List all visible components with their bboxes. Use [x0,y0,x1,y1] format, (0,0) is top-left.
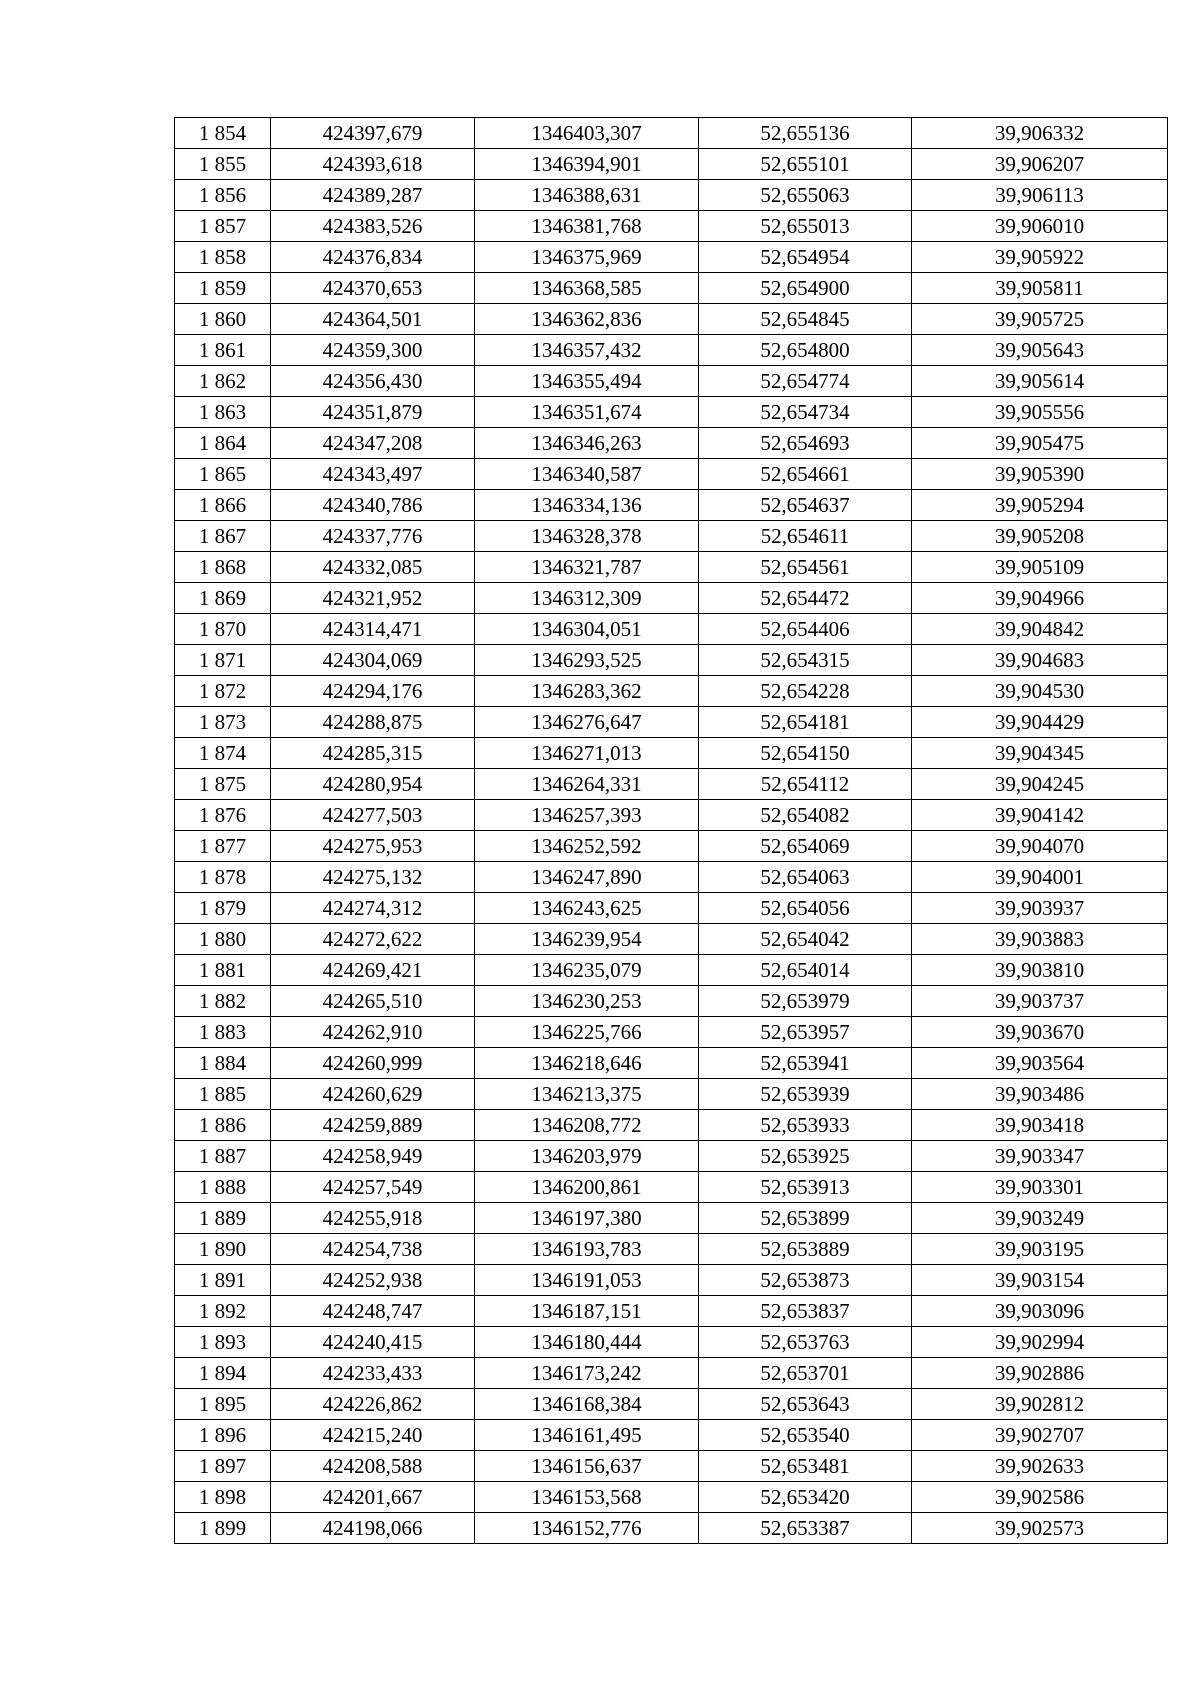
table-row [175,583,1168,614]
point-number-cell: 1 861 [175,335,271,366]
point-number-cell: 1 883 [175,1017,271,1048]
table-row [175,769,1168,800]
longitude-cell: 39,904429 [912,707,1168,738]
point-number-cell: 1 865 [175,459,271,490]
longitude-cell: 39,903737 [912,986,1168,1017]
longitude-cell: 39,905208 [912,521,1168,552]
table-row [175,1327,1168,1358]
point-number-cell: 1 856 [175,180,271,211]
table-row [175,521,1168,552]
latitude-cell: 52,654734 [699,397,912,428]
latitude-cell: 52,653957 [699,1017,912,1048]
latitude-cell: 52,654112 [699,769,912,800]
y-coordinate-cell: 1346304,051 [475,614,699,645]
y-coordinate-cell: 1346276,647 [475,707,699,738]
x-coordinate-cell: 424343,497 [271,459,475,490]
x-coordinate-cell: 424356,430 [271,366,475,397]
table-row [175,893,1168,924]
latitude-cell: 52,653763 [699,1327,912,1358]
point-number-cell: 1 878 [175,862,271,893]
longitude-cell: 39,903195 [912,1234,1168,1265]
longitude-cell: 39,904245 [912,769,1168,800]
latitude-cell: 52,654800 [699,335,912,366]
latitude-cell: 52,654472 [699,583,912,614]
longitude-cell: 39,903301 [912,1172,1168,1203]
table-row [175,552,1168,583]
y-coordinate-cell: 1346368,585 [475,273,699,304]
x-coordinate-cell: 424201,667 [271,1482,475,1513]
x-coordinate-cell: 424347,208 [271,428,475,459]
y-coordinate-cell: 1346252,592 [475,831,699,862]
y-coordinate-cell: 1346388,631 [475,180,699,211]
y-coordinate-cell: 1346191,053 [475,1265,699,1296]
x-coordinate-cell: 424259,889 [271,1110,475,1141]
point-number-cell: 1 881 [175,955,271,986]
longitude-cell: 39,906010 [912,211,1168,242]
longitude-cell: 39,902707 [912,1420,1168,1451]
table-row [175,1234,1168,1265]
longitude-cell: 39,903937 [912,893,1168,924]
longitude-cell: 39,903670 [912,1017,1168,1048]
latitude-cell: 52,653420 [699,1482,912,1513]
latitude-cell: 52,654181 [699,707,912,738]
x-coordinate-cell: 424288,875 [271,707,475,738]
y-coordinate-cell: 1346200,861 [475,1172,699,1203]
y-coordinate-cell: 1346168,384 [475,1389,699,1420]
point-number-cell: 1 875 [175,769,271,800]
longitude-cell: 39,904070 [912,831,1168,862]
y-coordinate-cell: 1346271,013 [475,738,699,769]
longitude-cell: 39,904142 [912,800,1168,831]
y-coordinate-cell: 1346218,646 [475,1048,699,1079]
x-coordinate-cell: 424397,679 [271,118,475,149]
x-coordinate-cell: 424280,954 [271,769,475,800]
y-coordinate-cell: 1346340,587 [475,459,699,490]
y-coordinate-cell: 1346293,525 [475,645,699,676]
y-coordinate-cell: 1346187,151 [475,1296,699,1327]
longitude-cell: 39,904530 [912,676,1168,707]
point-number-cell: 1 887 [175,1141,271,1172]
point-number-cell: 1 866 [175,490,271,521]
y-coordinate-cell: 1346403,307 [475,118,699,149]
point-number-cell: 1 876 [175,800,271,831]
latitude-cell: 52,654042 [699,924,912,955]
y-coordinate-cell: 1346230,253 [475,986,699,1017]
longitude-cell: 39,902573 [912,1513,1168,1544]
point-number-cell: 1 855 [175,149,271,180]
table-row [175,986,1168,1017]
point-number-cell: 1 873 [175,707,271,738]
latitude-cell: 52,654014 [699,955,912,986]
x-coordinate-cell: 424370,653 [271,273,475,304]
x-coordinate-cell: 424269,421 [271,955,475,986]
latitude-cell: 52,654063 [699,862,912,893]
latitude-cell: 52,653540 [699,1420,912,1451]
point-number-cell: 1 897 [175,1451,271,1482]
latitude-cell: 52,654069 [699,831,912,862]
table-row [175,1203,1168,1234]
point-number-cell: 1 877 [175,831,271,862]
point-number-cell: 1 854 [175,118,271,149]
longitude-cell: 39,905614 [912,366,1168,397]
latitude-cell: 52,653873 [699,1265,912,1296]
x-coordinate-cell: 424258,949 [271,1141,475,1172]
table-row [175,1513,1168,1544]
y-coordinate-cell: 1346381,768 [475,211,699,242]
x-coordinate-cell: 424359,300 [271,335,475,366]
latitude-cell: 52,653979 [699,986,912,1017]
y-coordinate-cell: 1346351,674 [475,397,699,428]
table-row [175,1265,1168,1296]
table-row [175,242,1168,273]
table-row [175,211,1168,242]
point-number-cell: 1 899 [175,1513,271,1544]
table-row [175,862,1168,893]
y-coordinate-cell: 1346247,890 [475,862,699,893]
longitude-cell: 39,905390 [912,459,1168,490]
latitude-cell: 52,654406 [699,614,912,645]
point-number-cell: 1 864 [175,428,271,459]
y-coordinate-cell: 1346153,568 [475,1482,699,1513]
table-row [175,800,1168,831]
latitude-cell: 52,655063 [699,180,912,211]
longitude-cell: 39,903154 [912,1265,1168,1296]
longitude-cell: 39,904001 [912,862,1168,893]
x-coordinate-cell: 424233,433 [271,1358,475,1389]
longitude-cell: 39,905475 [912,428,1168,459]
point-number-cell: 1 869 [175,583,271,614]
y-coordinate-cell: 1346355,494 [475,366,699,397]
x-coordinate-cell: 424337,776 [271,521,475,552]
table-row [175,614,1168,645]
table-row [175,1389,1168,1420]
table-row [175,459,1168,490]
point-number-cell: 1 857 [175,211,271,242]
table-row [175,1172,1168,1203]
latitude-cell: 52,654150 [699,738,912,769]
y-coordinate-cell: 1346362,836 [475,304,699,335]
table-row [175,490,1168,521]
y-coordinate-cell: 1346257,393 [475,800,699,831]
longitude-cell: 39,905109 [912,552,1168,583]
x-coordinate-cell: 424257,549 [271,1172,475,1203]
point-number-cell: 1 867 [175,521,271,552]
point-number-cell: 1 898 [175,1482,271,1513]
table-row [175,831,1168,862]
x-coordinate-cell: 424262,910 [271,1017,475,1048]
longitude-cell: 39,905294 [912,490,1168,521]
latitude-cell: 52,654774 [699,366,912,397]
longitude-cell: 39,902886 [912,1358,1168,1389]
latitude-cell: 52,654661 [699,459,912,490]
longitude-cell: 39,906207 [912,149,1168,180]
longitude-cell: 39,902812 [912,1389,1168,1420]
latitude-cell: 52,654561 [699,552,912,583]
longitude-cell: 39,905556 [912,397,1168,428]
latitude-cell: 52,654637 [699,490,912,521]
longitude-cell: 39,906113 [912,180,1168,211]
x-coordinate-cell: 424274,312 [271,893,475,924]
longitude-cell: 39,906332 [912,118,1168,149]
table-row [175,1141,1168,1172]
x-coordinate-cell: 424240,415 [271,1327,475,1358]
table-row [175,273,1168,304]
y-coordinate-cell: 1346208,772 [475,1110,699,1141]
y-coordinate-cell: 1346375,969 [475,242,699,273]
point-number-cell: 1 860 [175,304,271,335]
point-number-cell: 1 871 [175,645,271,676]
y-coordinate-cell: 1346346,263 [475,428,699,459]
point-number-cell: 1 874 [175,738,271,769]
table-row [175,676,1168,707]
point-number-cell: 1 884 [175,1048,271,1079]
y-coordinate-cell: 1346328,378 [475,521,699,552]
latitude-cell: 52,653643 [699,1389,912,1420]
x-coordinate-cell: 424198,066 [271,1513,475,1544]
latitude-cell: 52,653899 [699,1203,912,1234]
x-coordinate-cell: 424383,526 [271,211,475,242]
point-number-cell: 1 892 [175,1296,271,1327]
table-row [175,428,1168,459]
x-coordinate-cell: 424277,503 [271,800,475,831]
y-coordinate-cell: 1346394,901 [475,149,699,180]
longitude-cell: 39,903347 [912,1141,1168,1172]
x-coordinate-cell: 424275,953 [271,831,475,862]
table-row [175,1079,1168,1110]
table-row [175,180,1168,211]
y-coordinate-cell: 1346152,776 [475,1513,699,1544]
x-coordinate-cell: 424321,952 [271,583,475,614]
point-number-cell: 1 868 [175,552,271,583]
latitude-cell: 52,654611 [699,521,912,552]
latitude-cell: 52,653481 [699,1451,912,1482]
y-coordinate-cell: 1346239,954 [475,924,699,955]
point-number-cell: 1 870 [175,614,271,645]
latitude-cell: 52,653925 [699,1141,912,1172]
x-coordinate-cell: 424272,622 [271,924,475,955]
x-coordinate-cell: 424340,786 [271,490,475,521]
table-row [175,366,1168,397]
point-number-cell: 1 858 [175,242,271,273]
latitude-cell: 52,653913 [699,1172,912,1203]
x-coordinate-cell: 424255,918 [271,1203,475,1234]
x-coordinate-cell: 424275,132 [271,862,475,893]
longitude-cell: 39,905725 [912,304,1168,335]
x-coordinate-cell: 424351,879 [271,397,475,428]
longitude-cell: 39,903486 [912,1079,1168,1110]
point-number-cell: 1 891 [175,1265,271,1296]
x-coordinate-cell: 424304,069 [271,645,475,676]
table-row [175,1358,1168,1389]
longitude-cell: 39,904683 [912,645,1168,676]
latitude-cell: 52,653837 [699,1296,912,1327]
table-row [175,1110,1168,1141]
latitude-cell: 52,654082 [699,800,912,831]
table-row [175,955,1168,986]
x-coordinate-cell: 424364,501 [271,304,475,335]
point-number-cell: 1 872 [175,676,271,707]
longitude-cell: 39,904842 [912,614,1168,645]
x-coordinate-cell: 424260,999 [271,1048,475,1079]
y-coordinate-cell: 1346180,444 [475,1327,699,1358]
x-coordinate-cell: 424208,588 [271,1451,475,1482]
y-coordinate-cell: 1346312,309 [475,583,699,614]
latitude-cell: 52,653939 [699,1079,912,1110]
table-row [175,118,1168,149]
table-row [175,924,1168,955]
y-coordinate-cell: 1346321,787 [475,552,699,583]
point-number-cell: 1 889 [175,1203,271,1234]
table-row [175,707,1168,738]
longitude-cell: 39,904966 [912,583,1168,614]
table-row [175,1296,1168,1327]
y-coordinate-cell: 1346264,331 [475,769,699,800]
table-row [175,1482,1168,1513]
longitude-cell: 39,903249 [912,1203,1168,1234]
y-coordinate-cell: 1346197,380 [475,1203,699,1234]
latitude-cell: 52,654954 [699,242,912,273]
y-coordinate-cell: 1346193,783 [475,1234,699,1265]
longitude-cell: 39,902586 [912,1482,1168,1513]
point-number-cell: 1 894 [175,1358,271,1389]
point-number-cell: 1 859 [175,273,271,304]
longitude-cell: 39,903810 [912,955,1168,986]
point-number-cell: 1 880 [175,924,271,955]
point-number-cell: 1 888 [175,1172,271,1203]
table-row [175,149,1168,180]
table-row [175,738,1168,769]
coordinates-table [174,117,1168,1544]
table-row [175,1420,1168,1451]
latitude-cell: 52,654693 [699,428,912,459]
y-coordinate-cell: 1346243,625 [475,893,699,924]
longitude-cell: 39,905922 [912,242,1168,273]
table-row [175,1048,1168,1079]
y-coordinate-cell: 1346225,766 [475,1017,699,1048]
point-number-cell: 1 882 [175,986,271,1017]
table-row [175,335,1168,366]
x-coordinate-cell: 424248,747 [271,1296,475,1327]
table-row [175,1451,1168,1482]
longitude-cell: 39,904345 [912,738,1168,769]
point-number-cell: 1 895 [175,1389,271,1420]
latitude-cell: 52,654056 [699,893,912,924]
longitude-cell: 39,903096 [912,1296,1168,1327]
x-coordinate-cell: 424294,176 [271,676,475,707]
y-coordinate-cell: 1346213,375 [475,1079,699,1110]
latitude-cell: 52,655013 [699,211,912,242]
x-coordinate-cell: 424252,938 [271,1265,475,1296]
x-coordinate-cell: 424393,618 [271,149,475,180]
x-coordinate-cell: 424376,834 [271,242,475,273]
x-coordinate-cell: 424332,085 [271,552,475,583]
x-coordinate-cell: 424285,315 [271,738,475,769]
y-coordinate-cell: 1346156,637 [475,1451,699,1482]
table-row [175,304,1168,335]
y-coordinate-cell: 1346334,136 [475,490,699,521]
point-number-cell: 1 893 [175,1327,271,1358]
longitude-cell: 39,905811 [912,273,1168,304]
point-number-cell: 1 890 [175,1234,271,1265]
x-coordinate-cell: 424265,510 [271,986,475,1017]
y-coordinate-cell: 1346283,362 [475,676,699,707]
point-number-cell: 1 862 [175,366,271,397]
coordinates-table-body [175,118,1168,1544]
latitude-cell: 52,654845 [699,304,912,335]
longitude-cell: 39,903564 [912,1048,1168,1079]
latitude-cell: 52,655136 [699,118,912,149]
latitude-cell: 52,653941 [699,1048,912,1079]
latitude-cell: 52,653933 [699,1110,912,1141]
table-row [175,397,1168,428]
latitude-cell: 52,654228 [699,676,912,707]
table-row [175,1017,1168,1048]
x-coordinate-cell: 424254,738 [271,1234,475,1265]
x-coordinate-cell: 424226,862 [271,1389,475,1420]
x-coordinate-cell: 424260,629 [271,1079,475,1110]
point-number-cell: 1 863 [175,397,271,428]
y-coordinate-cell: 1346161,495 [475,1420,699,1451]
y-coordinate-cell: 1346173,242 [475,1358,699,1389]
latitude-cell: 52,654315 [699,645,912,676]
longitude-cell: 39,903418 [912,1110,1168,1141]
x-coordinate-cell: 424215,240 [271,1420,475,1451]
y-coordinate-cell: 1346203,979 [475,1141,699,1172]
latitude-cell: 52,655101 [699,149,912,180]
y-coordinate-cell: 1346357,432 [475,335,699,366]
longitude-cell: 39,902994 [912,1327,1168,1358]
point-number-cell: 1 879 [175,893,271,924]
y-coordinate-cell: 1346235,079 [475,955,699,986]
point-number-cell: 1 896 [175,1420,271,1451]
longitude-cell: 39,903883 [912,924,1168,955]
latitude-cell: 52,654900 [699,273,912,304]
point-number-cell: 1 886 [175,1110,271,1141]
x-coordinate-cell: 424314,471 [271,614,475,645]
latitude-cell: 52,653889 [699,1234,912,1265]
x-coordinate-cell: 424389,287 [271,180,475,211]
latitude-cell: 52,653387 [699,1513,912,1544]
latitude-cell: 52,653701 [699,1358,912,1389]
longitude-cell: 39,905643 [912,335,1168,366]
table-row [175,645,1168,676]
longitude-cell: 39,902633 [912,1451,1168,1482]
point-number-cell: 1 885 [175,1079,271,1110]
